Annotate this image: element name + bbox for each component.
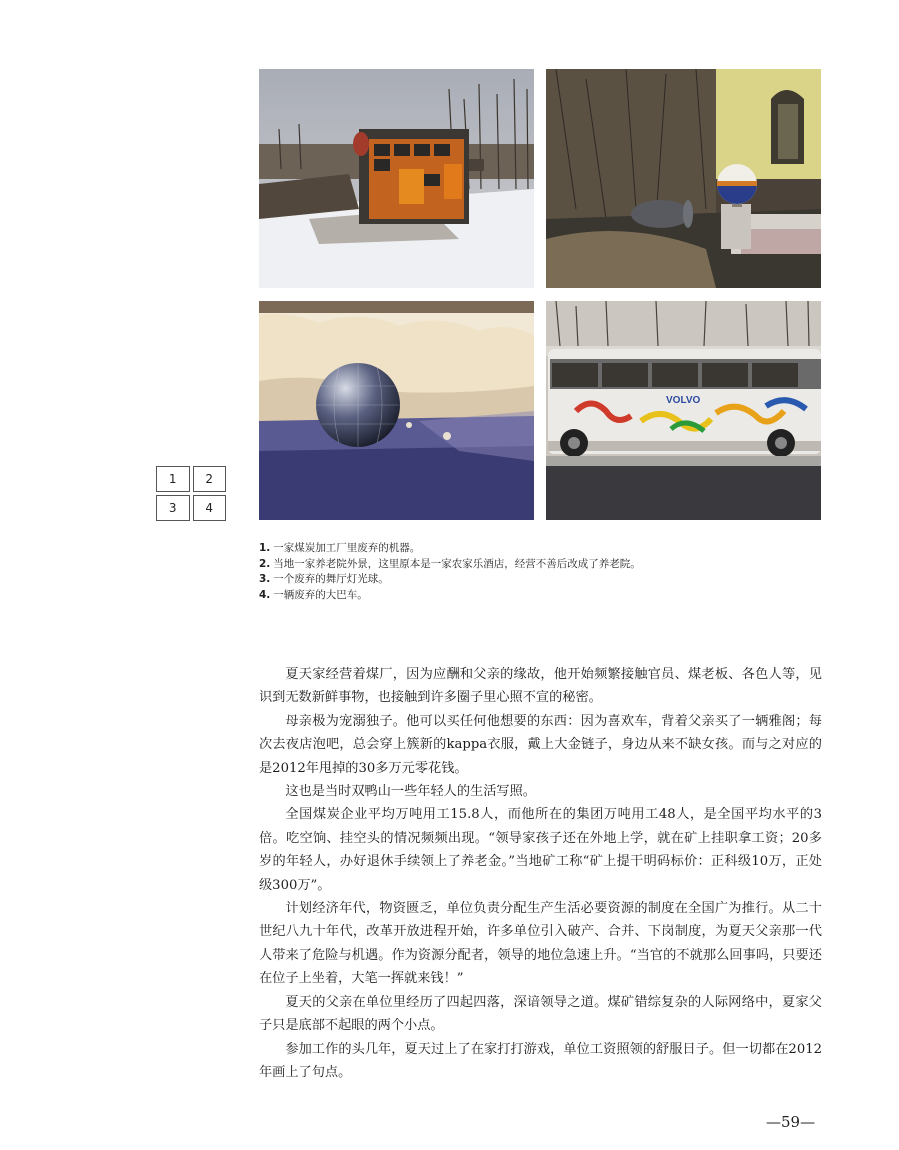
photo-abandoned-machine bbox=[259, 69, 534, 288]
photo-abandoned-bus bbox=[546, 301, 821, 520]
page-number: —59— bbox=[766, 1113, 816, 1131]
caption-3 bbox=[259, 572, 819, 588]
paragraph: 参加工作的头几年，夏天过上了在家打打游戏，单位工资照领的舒服日子。但一切都在2012年画上了句点。 bbox=[259, 1041, 822, 1080]
caption-number: 4. bbox=[259, 588, 271, 601]
caption-2 bbox=[259, 557, 819, 573]
caption-number: 1. bbox=[259, 542, 271, 554]
caption-text: 一家煤炭加工厂里废弃的机器。 bbox=[273, 542, 421, 554]
paragraph: 这也是当时双鸭山一些年轻人的生活写照。 bbox=[285, 784, 536, 800]
paragraph: 母亲极为宠溺独子。他可以买任何他想要的东西：因为喜欢车，背着父亲买了一辆雅阁；每次去夜店泡吧，总会穿上簇新的kappa衣服，戴上大金链子，身边从来不缺女孩。而与之对应的是2012年甩掉的30多万元零花钱。 bbox=[259, 713, 822, 776]
caption-number: 2. bbox=[259, 557, 271, 570]
grid-key-2: 2 bbox=[193, 466, 227, 492]
photo-grid-key bbox=[156, 466, 226, 521]
paragraph: 夏天的父亲在单位里经历了四起四落，深谙领导之道。煤矿错综复杂的人际网络中，夏家父子只是底部不起眼的两个小点。 bbox=[259, 994, 822, 1034]
caption-text: 当地一家养老院外景，这里原本是一家农家乐酒店，经营不善后改成了养老院。 bbox=[273, 557, 641, 570]
paragraph: 计划经济年代，物资匮乏，单位负责分配生产生活必要资源的制度在全国广为推行。从二十世纪八九十年代，改革开放进程开始，许多单位引入破产、合并、下岗制度，为夏天父亲那一代人带来了危险与机遇。作为资源分配者，领导的地位急速上升。“当官的不就那么回事吗，只要还在位子上坐着，大笔一挥就来钱！” bbox=[259, 901, 822, 987]
grid-key-3: 3 bbox=[156, 495, 190, 521]
grid-key-1: 1 bbox=[156, 466, 190, 492]
paragraph: 夏天家经营着煤厂，因为应酬和父亲的缘故，他开始频繁接触官员、煤老板、各色人等，见识到无数新鲜事物，也接触到许多圈子里心照不宣的秘密。 bbox=[259, 667, 822, 706]
photo-nursing-home bbox=[546, 69, 821, 288]
bus-logo: VOLVO bbox=[666, 395, 701, 406]
article-body bbox=[259, 663, 822, 1084]
caption-number: 3. bbox=[259, 573, 271, 585]
caption-text: 一辆废弃的大巴车。 bbox=[273, 588, 368, 601]
caption-4 bbox=[259, 588, 819, 604]
paragraph: 全国煤炭企业平均万吨用工15.8人，而他所在的集团万吨用工48人，是全国平均水平的3倍。吃空饷、挂空头的情况频频出现。“领导家孩子还在外地上学，就在矿上挂职拿工资；20多岁的年轻人，办好退休手续领上了养老金。”当地矿工称“矿上提干明码标价：正科级10万，正处级300万”。 bbox=[259, 807, 822, 893]
photo-disco-ball bbox=[259, 301, 534, 520]
photo-captions bbox=[259, 541, 819, 603]
caption-1 bbox=[259, 541, 819, 557]
caption-text: 一个废弃的舞厅灯光球。 bbox=[273, 573, 389, 585]
grid-key-4: 4 bbox=[193, 495, 227, 521]
